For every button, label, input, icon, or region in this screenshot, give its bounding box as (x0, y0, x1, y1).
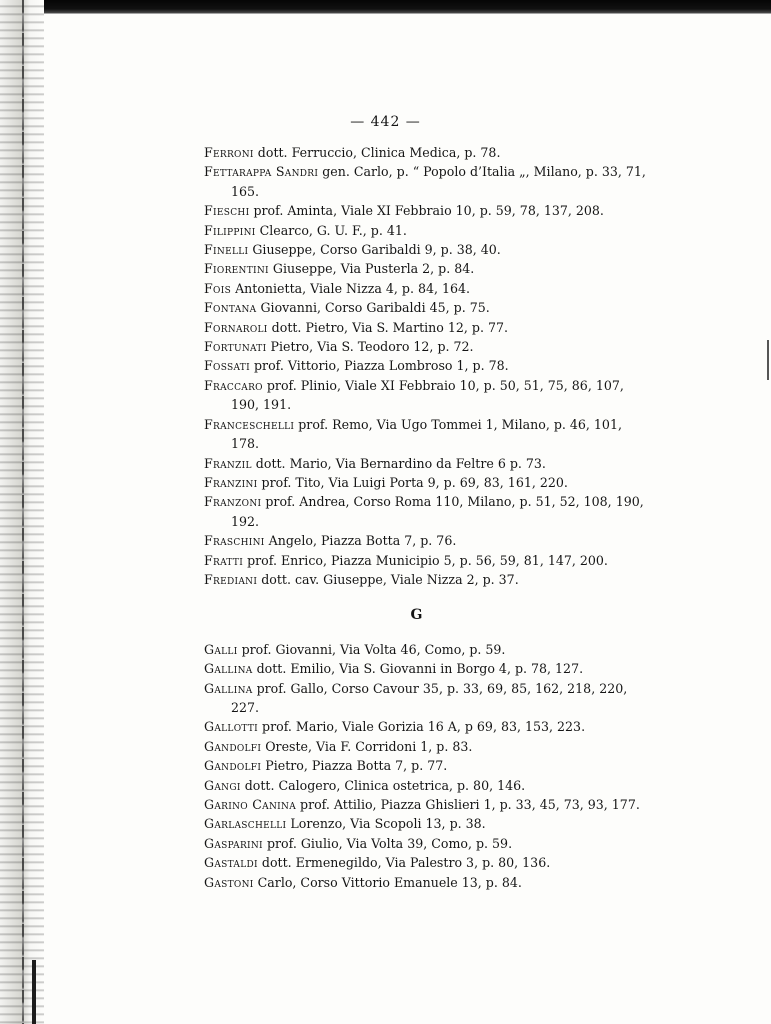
index-entry (204, 737, 649, 756)
entry-surname: Gastaldi (204, 855, 258, 871)
entry-surname: Franzoni (204, 494, 262, 510)
entry-details: dott. Pietro, Via S. Martino 12, p. 77. (271, 319, 509, 335)
entry-details: dott. Ferruccio, Clinica Medica, p. 78. (257, 145, 501, 160)
index-entry (204, 492, 649, 531)
index-entries (204, 143, 649, 892)
entry-surname: Fraschini (204, 533, 265, 549)
index-entry (204, 570, 649, 589)
section-heading-g: G (410, 607, 423, 624)
entry-details: prof. Vittorio, Piazza Lombroso 1, p. 78. (253, 358, 509, 374)
entry-surname: Fratti (204, 552, 244, 568)
index-entry (204, 376, 649, 415)
entry-details: prof. Tito, Via Luigi Porta 9, p. 69, 83, 161, 220. (261, 474, 568, 490)
entry-details: prof. Giovanni, Via Volta 46, Como, p. 59. (241, 641, 506, 657)
scan-top-edge (0, 0, 771, 14)
entry-surname: Fieschi (204, 203, 250, 219)
entry-details: dott. Emilio, Via S. Giovanni in Borgo 4, p. 78, 127. (256, 661, 584, 677)
entry-details: prof. Andrea, Corso Roma 110, Milano, p. 51, 52, 108, 190, 192. (231, 494, 644, 529)
section-g-entries (204, 640, 649, 892)
entry-surname: Gandolfi (204, 738, 262, 754)
index-entry (204, 873, 649, 892)
entry-details: Oreste, Via F. Corridoni 1, p. 83. (265, 738, 473, 754)
entry-surname: Gandolfi (204, 758, 262, 774)
entry-surname: Gastoni (204, 874, 254, 890)
index-entry (204, 795, 649, 814)
entry-details: dott. Mario, Via Bernardino da Feltre 6 p. 73. (255, 455, 546, 471)
entry-details: Giuseppe, Corso Garibaldi 9, p. 38, 40. (252, 242, 501, 258)
index-entry (204, 776, 649, 795)
entry-details: dott. cav. Giuseppe, Viale Nizza 2, p. 37. (261, 571, 519, 587)
entry-surname: Gangi (204, 777, 241, 793)
entry-surname: Fettarappa Sandri (204, 164, 319, 180)
index-entry (204, 356, 649, 375)
entry-surname: Filippini (204, 222, 256, 238)
index-entry (204, 162, 649, 201)
section-f-entries (204, 143, 649, 589)
entry-details: Giuseppe, Via Pusterla 2, p. 84. (272, 261, 475, 277)
index-entry (204, 717, 649, 736)
entry-details: Carlo, Corso Vittorio Emanuele 13, p. 84. (257, 874, 522, 890)
entry-details: Pietro, Via S. Teodoro 12, p. 72. (270, 339, 474, 355)
entry-details: prof. Enrico, Piazza Municipio 5, p. 56, 59, 81, 147, 200. (247, 552, 608, 568)
entry-details: Angelo, Piazza Botta 7, p. 76. (268, 533, 457, 549)
index-entry (204, 834, 649, 853)
entry-surname: Fossati (204, 358, 250, 374)
index-entry (204, 298, 649, 317)
index-entry (204, 659, 649, 678)
index-entry (204, 240, 649, 259)
entry-details: prof. Aminta, Viale XI Febbraio 10, p. 59, 78, 137, 208. (253, 203, 604, 219)
entry-surname: Gallina (204, 661, 253, 677)
entry-details: prof. Giulio, Via Volta 39, Como, p. 59. (266, 835, 513, 851)
index-entry (204, 201, 649, 220)
entry-details: dott. Calogero, Clinica ostetrica, p. 80, 146. (244, 777, 526, 793)
entry-details: prof. Gallo, Corso Cavour 35, p. 33, 69, 85, 162, 218, 220, 227. (231, 680, 628, 715)
entry-surname: Ferroni (204, 145, 254, 160)
entry-details: gen. Carlo, p. “ Popolo d’Italia „, Milano, p. 33, 71, 165. (231, 164, 646, 199)
entry-details: Antonietta, Viale Nizza 4, p. 84, 164. (235, 280, 471, 296)
entry-surname: Garino Canina (204, 797, 296, 812)
entry-surname: Fontana (204, 300, 257, 316)
index-entry (204, 454, 649, 473)
index-entry (204, 337, 649, 356)
index-entry (204, 221, 649, 240)
entry-surname: Fois (204, 280, 232, 296)
entry-details: prof. Remo, Via Ugo Tommei 1, Milano, p. 46, 101, 178. (231, 416, 622, 452)
index-entry (204, 551, 649, 570)
entry-details: prof. Plinio, Viale XI Febbraio 10, p. 50, 51, 75, 86, 107, 190, 191. (231, 377, 624, 413)
entry-surname: Frediani (204, 571, 258, 587)
entry-surname: Garlaschelli (204, 816, 287, 832)
index-entry (204, 531, 649, 550)
entry-surname: Gallina (204, 680, 253, 696)
index-entry (204, 143, 649, 162)
index-entry (204, 259, 649, 278)
index-entry (204, 318, 649, 337)
entry-details: Giovanni, Corso Garibaldi 45, p. 75. (260, 300, 490, 316)
entry-details: Lorenzo, Via Scopoli 13, p. 38. (290, 816, 486, 832)
entry-details: Pietro, Piazza Botta 7, p. 77. (265, 758, 448, 774)
scan-right-mark (767, 340, 769, 380)
page-number: — 442 — (350, 114, 421, 130)
index-entry (204, 473, 649, 492)
entry-surname: Galli (204, 641, 238, 657)
index-entry (204, 814, 649, 833)
entry-surname: Franzil (204, 455, 252, 471)
index-entry (204, 279, 649, 298)
index-entry (204, 679, 649, 718)
entry-surname: Fraccaro (204, 377, 263, 393)
entry-details: prof. Mario, Viale Gorizia 16 A, p 69, 83, 153, 223. (262, 719, 586, 735)
entry-details: dott. Ermenegildo, Via Palestro 3, p. 80, 136. (261, 855, 551, 871)
entry-surname: Fornaroli (204, 319, 268, 335)
entry-surname: Franceschelli (204, 416, 295, 432)
index-entry (204, 756, 649, 775)
entry-surname: Gallotti (204, 719, 259, 735)
book-binding-edge (0, 0, 44, 1024)
index-entry (204, 415, 649, 454)
entry-surname: Fiorentini (204, 261, 269, 277)
entry-surname: Fortunati (204, 339, 267, 355)
entry-surname: Franzini (204, 474, 258, 490)
entry-details: Clearco, G. U. F., p. 41. (259, 222, 407, 238)
index-entry (204, 640, 649, 659)
index-entry (204, 853, 649, 872)
entry-details: prof. Attilio, Piazza Ghislieri 1, p. 33, 45, 73, 93, 177. (300, 797, 640, 812)
entry-surname: Gasparini (204, 835, 263, 851)
entry-surname: Finelli (204, 242, 249, 258)
